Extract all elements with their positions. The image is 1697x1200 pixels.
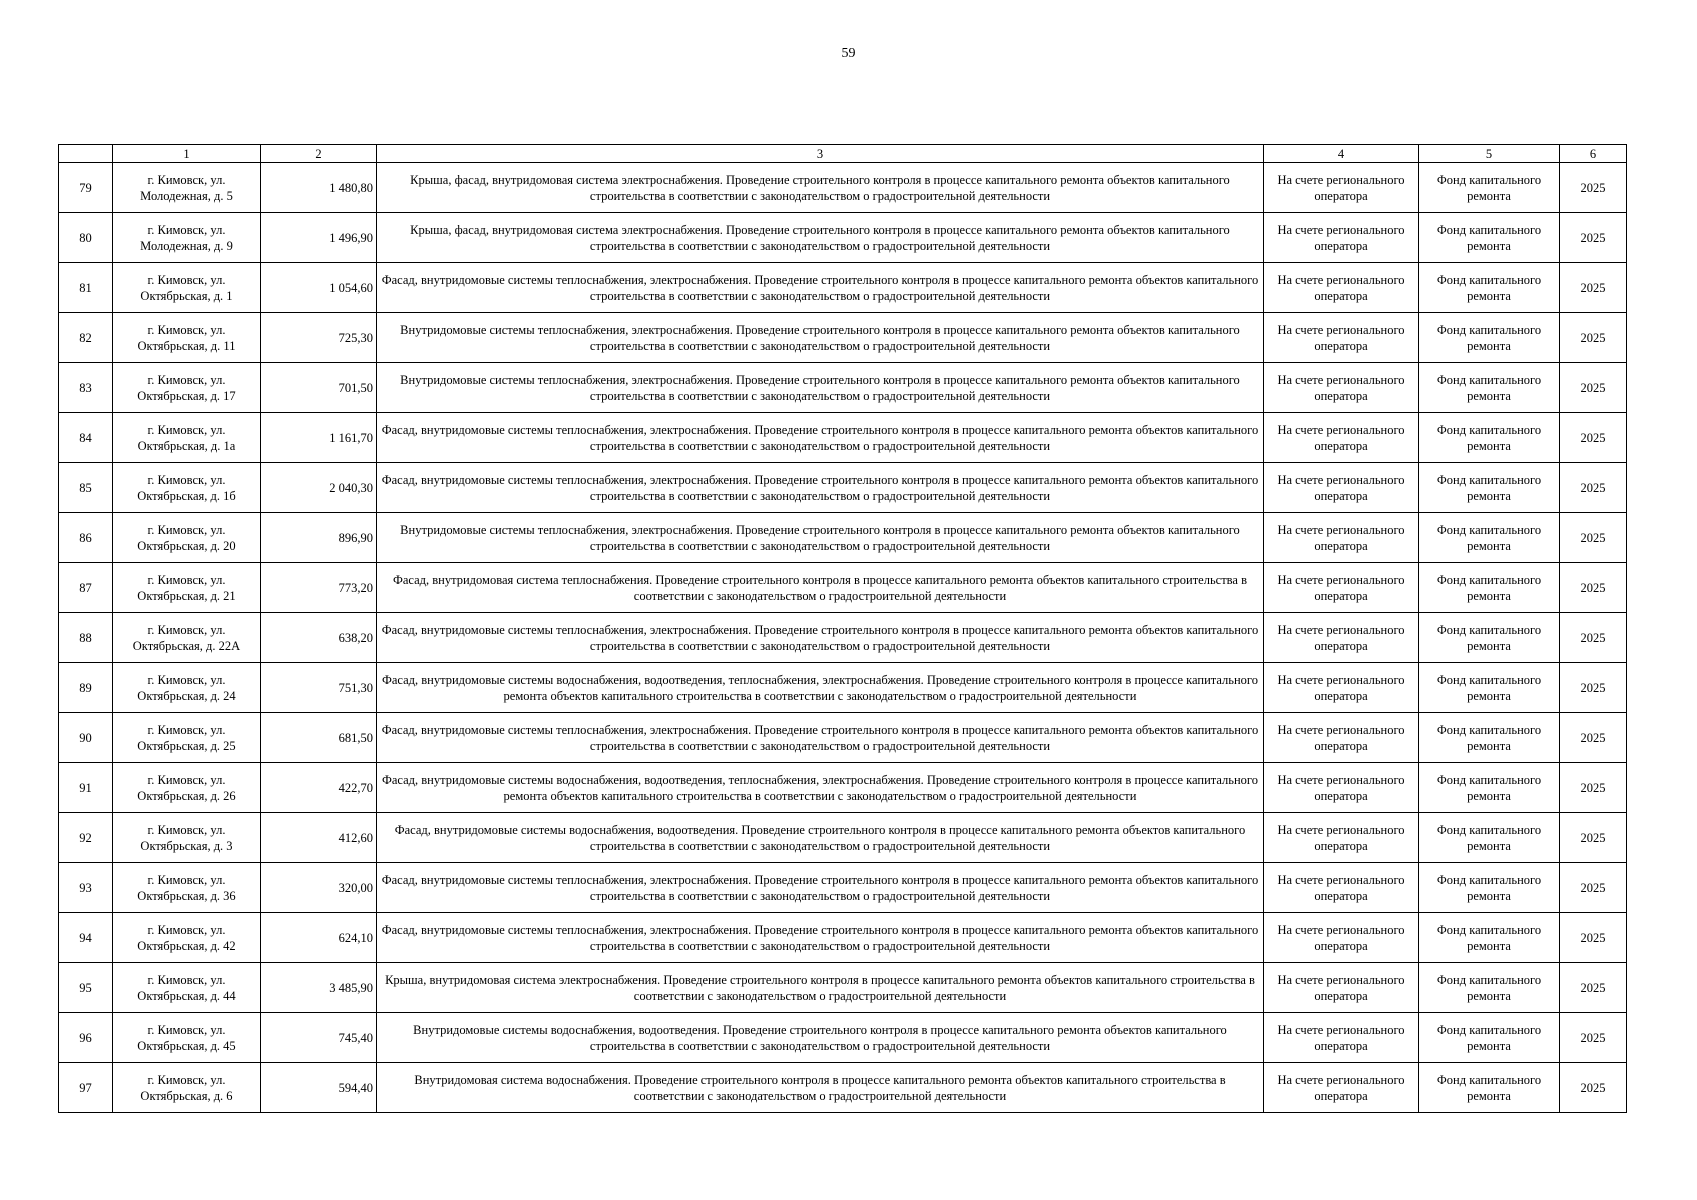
work-description-cell: Крыша, внутридомовая система электроснабжения. Проведение строительного контроля в процессе капитального ремонта объектов капитального строительства в соответствии с законодательством о градостроительной деятельности [377,963,1264,1013]
account-cell [1264,963,1419,1013]
header-cell-5: 5 [1419,145,1560,163]
account-cell [1264,313,1419,363]
table-row [59,963,1627,1013]
funding-line-2: ремонта [1467,938,1511,953]
table-row [59,213,1627,263]
year-cell: 2025 [1560,913,1627,963]
account-cell [1264,213,1419,263]
work-description-cell: Фасад, внутридомовые системы водоснабжения, водоотведения, теплоснабжения, электроснабжения. Проведение строительного контроля в процессе капитального ремонта объектов капитального строительства в соответствии с законодательством о градостроительной деятельности [377,763,1264,813]
area-cell: 2 040,30 [261,463,377,513]
funding-source-cell [1419,813,1560,863]
header-cell-3: 3 [377,145,1264,163]
address-cell [113,713,261,763]
account-line-1: На счете регионального [1277,872,1405,887]
area-cell: 773,20 [261,563,377,613]
funding-line-1: Фонд капитального [1436,472,1542,487]
row-number: 83 [59,363,113,413]
funding-source-cell [1419,863,1560,913]
funding-source-cell [1419,1063,1560,1113]
work-description-cell: Фасад, внутридомовые системы теплоснабжения, электроснабжения. Проведение строительного контроля в процессе капитального ремонта объектов капитального строительства в соответствии с законодательством о градостроительной деятельности [377,613,1264,663]
work-description-cell: Фасад, внутридомовые системы теплоснабжения, электроснабжения. Проведение строительного контроля в процессе капитального ремонта объектов капитального строительства в соответствии с законодательством о градостроительной деятельности [377,263,1264,313]
funding-line-1: Фонд капитального [1436,372,1542,387]
area-cell: 701,50 [261,363,377,413]
area-cell: 624,10 [261,913,377,963]
account-line-1: На счете регионального [1277,572,1405,587]
header-cell-empty [59,145,113,163]
account-line-1: На счете регионального [1277,822,1405,837]
address-city: г. Кимовск, ул. [147,372,226,387]
funding-line-2: ремонта [1467,738,1511,753]
account-cell [1264,663,1419,713]
year-cell: 2025 [1560,363,1627,413]
work-description-cell: Внутридомовые системы теплоснабжения, электроснабжения. Проведение строительного контроля в процессе капитального ремонта объектов капитального строительства в соответствии с законодательством о градостроительной деятельности [377,363,1264,413]
year-cell: 2025 [1560,763,1627,813]
funding-line-1: Фонд капитального [1436,222,1542,237]
address-cell [113,813,261,863]
year-cell: 2025 [1560,213,1627,263]
year-cell: 2025 [1560,1013,1627,1063]
account-cell [1264,513,1419,563]
account-line-2: оператора [1314,238,1368,253]
address-cell [113,213,261,263]
year-cell: 2025 [1560,1063,1627,1113]
account-line-2: оператора [1314,188,1368,203]
funding-source-cell [1419,263,1560,313]
address-city: г. Кимовск, ул. [147,1072,226,1087]
address-cell [113,263,261,313]
funding-line-1: Фонд капитального [1436,672,1542,687]
account-line-1: На счете регионального [1277,722,1405,737]
year-cell: 2025 [1560,163,1627,213]
address-city: г. Кимовск, ул. [147,672,226,687]
account-cell [1264,463,1419,513]
address-city: г. Кимовск, ул. [147,422,226,437]
funding-source-cell [1419,763,1560,813]
funding-line-1: Фонд капитального [1436,422,1542,437]
address-cell [113,1063,261,1113]
funding-source-cell [1419,963,1560,1013]
account-cell [1264,413,1419,463]
header-cell-4: 4 [1264,145,1419,163]
year-cell: 2025 [1560,413,1627,463]
account-cell [1264,763,1419,813]
table-row [59,1063,1627,1113]
account-line-2: оператора [1314,488,1368,503]
funding-line-2: ремонта [1467,888,1511,903]
account-line-1: На счете регионального [1277,622,1405,637]
account-line-1: На счете регионального [1277,1072,1405,1087]
account-cell [1264,563,1419,613]
row-number: 90 [59,713,113,763]
table-row [59,863,1627,913]
funding-line-1: Фонд капитального [1436,872,1542,887]
row-number: 93 [59,863,113,913]
address-street: Октябрьская, д. 21 [137,588,236,603]
account-cell [1264,913,1419,963]
address-street: Октябрьская, д. 1б [137,488,236,503]
area-cell: 896,90 [261,513,377,563]
funding-line-2: ремонта [1467,388,1511,403]
funding-source-cell [1419,1013,1560,1063]
address-city: г. Кимовск, ул. [147,972,226,987]
funding-line-2: ремонта [1467,588,1511,603]
account-line-1: На счете регионального [1277,422,1405,437]
funding-line-2: ремонта [1467,238,1511,253]
work-description-cell: Фасад, внутридомовые системы водоснабжения, водоотведения, теплоснабжения, электроснабжения. Проведение строительного контроля в процессе капитального ремонта объектов капитального строительства в соответствии с законодательством о градостроительной деятельности [377,663,1264,713]
work-description-cell: Фасад, внутридомовые системы теплоснабжения, электроснабжения. Проведение строительного контроля в процессе капитального ремонта объектов капитального строительства в соответствии с законодательством о градостроительной деятельности [377,913,1264,963]
account-line-2: оператора [1314,338,1368,353]
row-number: 89 [59,663,113,713]
year-cell: 2025 [1560,813,1627,863]
year-cell: 2025 [1560,663,1627,713]
account-line-2: оператора [1314,838,1368,853]
address-city: г. Кимовск, ул. [147,772,226,787]
funding-source-cell [1419,213,1560,263]
funding-line-2: ремонта [1467,1088,1511,1103]
account-line-1: На счете регионального [1277,1022,1405,1037]
funding-line-2: ремонта [1467,638,1511,653]
row-number: 96 [59,1013,113,1063]
address-street: Молодежная, д. 9 [140,238,233,253]
funding-line-1: Фонд капитального [1436,972,1542,987]
account-cell [1264,813,1419,863]
address-street: Октябрьская, д. 24 [137,688,236,703]
address-city: г. Кимовск, ул. [147,872,226,887]
address-cell [113,1013,261,1063]
table-row [59,763,1627,813]
funding-line-2: ремонта [1467,488,1511,503]
address-cell [113,463,261,513]
address-street: Октябрьская, д. 20 [137,538,236,553]
address-cell [113,413,261,463]
row-number: 97 [59,1063,113,1113]
account-line-2: оператора [1314,738,1368,753]
account-cell [1264,1013,1419,1063]
funding-source-cell [1419,913,1560,963]
table-row [59,413,1627,463]
address-cell [113,863,261,913]
funding-source-cell [1419,313,1560,363]
address-city: г. Кимовск, ул. [147,922,226,937]
area-cell: 3 485,90 [261,963,377,1013]
year-cell: 2025 [1560,713,1627,763]
address-city: г. Кимовск, ул. [147,622,226,637]
address-cell [113,513,261,563]
area-cell: 594,40 [261,1063,377,1113]
row-number: 82 [59,313,113,363]
address-cell [113,563,261,613]
repair-plan-table [58,144,1627,1113]
row-number: 91 [59,763,113,813]
account-line-1: На счете регионального [1277,472,1405,487]
row-number: 92 [59,813,113,863]
funding-line-1: Фонд капитального [1436,1072,1542,1087]
account-line-2: оператора [1314,588,1368,603]
work-description-cell: Внутридомовая система водоснабжения. Проведение строительного контроля в процессе капитального ремонта объектов капитального строительства в соответствии с законодательством о градостроительной деятельности [377,1063,1264,1113]
address-cell [113,163,261,213]
table-row [59,463,1627,513]
address-city: г. Кимовск, ул. [147,322,226,337]
address-street: Октябрьская, д. 1а [137,438,236,453]
header-row [59,145,1627,163]
address-street: Октябрьская, д. 22А [132,638,241,653]
address-city: г. Кимовск, ул. [147,722,226,737]
account-cell [1264,263,1419,313]
funding-line-2: ремонта [1467,688,1511,703]
funding-source-cell [1419,463,1560,513]
account-cell [1264,713,1419,763]
account-line-1: На счете регионального [1277,372,1405,387]
funding-source-cell [1419,413,1560,463]
funding-line-2: ремонта [1467,988,1511,1003]
row-number: 79 [59,163,113,213]
address-street: Октябрьская, д. 1 [140,288,233,303]
address-street: Октябрьская, д. 25 [137,738,236,753]
address-street: Молодежная, д. 5 [140,188,233,203]
account-line-2: оператора [1314,388,1368,403]
account-line-1: На счете регионального [1277,922,1405,937]
area-cell: 412,60 [261,813,377,863]
account-line-2: оператора [1314,538,1368,553]
funding-source-cell [1419,663,1560,713]
area-cell: 751,30 [261,663,377,713]
address-city: г. Кимовск, ул. [147,472,226,487]
row-number: 94 [59,913,113,963]
funding-line-2: ремонта [1467,288,1511,303]
funding-line-2: ремонта [1467,438,1511,453]
table-row [59,713,1627,763]
funding-line-2: ремонта [1467,188,1511,203]
table-row [59,813,1627,863]
funding-line-1: Фонд капитального [1436,522,1542,537]
account-line-2: оператора [1314,288,1368,303]
account-line-1: На счете регионального [1277,222,1405,237]
address-street: Октябрьская, д. 26 [137,788,236,803]
work-description-cell: Фасад, внутридомовые системы теплоснабжения, электроснабжения. Проведение строительного контроля в процессе капитального ремонта объектов капитального строительства в соответствии с законодательством о градостроительной деятельности [377,863,1264,913]
address-city: г. Кимовск, ул. [147,172,226,187]
funding-line-2: ремонта [1467,538,1511,553]
address-street: Октябрьская, д. 36 [137,888,236,903]
area-cell: 1 054,60 [261,263,377,313]
account-cell [1264,163,1419,213]
account-line-2: оператора [1314,1038,1368,1053]
funding-line-1: Фонд капитального [1436,572,1542,587]
row-number: 88 [59,613,113,663]
header-cell-2: 2 [261,145,377,163]
address-cell [113,363,261,413]
page-number: 59 [841,46,856,61]
table-row [59,563,1627,613]
work-description-cell: Фасад, внутридомовая система теплоснабжения. Проведение строительного контроля в процессе капитального ремонта объектов капитального строительства в соответствии с законодательством о градостроительной деятельности [377,563,1264,613]
address-city: г. Кимовск, ул. [147,522,226,537]
row-number: 85 [59,463,113,513]
funding-line-1: Фонд капитального [1436,722,1542,737]
address-cell [113,663,261,713]
table-body [59,163,1627,1113]
account-cell [1264,363,1419,413]
work-description-cell: Внутридомовые системы теплоснабжения, электроснабжения. Проведение строительного контроля в процессе капитального ремонта объектов капитального строительства в соответствии с законодательством о градостроительной деятельности [377,313,1264,363]
row-number: 87 [59,563,113,613]
year-cell: 2025 [1560,963,1627,1013]
address-street: Октябрьская, д. 45 [137,1038,236,1053]
table-row [59,513,1627,563]
funding-line-1: Фонд капитального [1436,772,1542,787]
work-description-cell: Внутридомовые системы водоснабжения, водоотведения. Проведение строительного контроля в процессе капитального ремонта объектов капитального строительства в соответствии с законодательством о градостроительной деятельности [377,1013,1264,1063]
table-row [59,163,1627,213]
address-cell [113,963,261,1013]
address-cell [113,613,261,663]
account-line-2: оператора [1314,638,1368,653]
funding-line-1: Фонд капитального [1436,922,1542,937]
table-row [59,663,1627,713]
row-number: 86 [59,513,113,563]
row-number: 80 [59,213,113,263]
row-number: 84 [59,413,113,463]
account-line-2: оператора [1314,438,1368,453]
funding-line-1: Фонд капитального [1436,822,1542,837]
address-cell [113,913,261,963]
account-line-2: оператора [1314,988,1368,1003]
row-number: 95 [59,963,113,1013]
funding-source-cell [1419,363,1560,413]
funding-line-1: Фонд капитального [1436,622,1542,637]
funding-line-1: Фонд капитального [1436,322,1542,337]
year-cell: 2025 [1560,613,1627,663]
account-line-2: оператора [1314,938,1368,953]
address-city: г. Кимовск, ул. [147,572,226,587]
table-row [59,363,1627,413]
address-city: г. Кимовск, ул. [147,222,226,237]
area-cell: 1 161,70 [261,413,377,463]
funding-line-2: ремонта [1467,788,1511,803]
address-city: г. Кимовск, ул. [147,272,226,287]
address-street: Октябрьская, д. 44 [137,988,236,1003]
year-cell: 2025 [1560,863,1627,913]
header-cell-6: 6 [1560,145,1627,163]
account-line-1: На счете регионального [1277,772,1405,787]
account-cell [1264,863,1419,913]
address-city: г. Кимовск, ул. [147,822,226,837]
funding-source-cell [1419,163,1560,213]
account-line-1: На счете регионального [1277,322,1405,337]
area-cell: 1 480,80 [261,163,377,213]
funding-source-cell [1419,613,1560,663]
year-cell: 2025 [1560,313,1627,363]
address-street: Октябрьская, д. 3 [140,838,233,853]
year-cell: 2025 [1560,463,1627,513]
address-city: г. Кимовск, ул. [147,1022,226,1037]
account-line-1: На счете регионального [1277,972,1405,987]
table-row [59,913,1627,963]
account-line-2: оператора [1314,888,1368,903]
account-line-2: оператора [1314,688,1368,703]
funding-source-cell [1419,513,1560,563]
account-cell [1264,613,1419,663]
area-cell: 725,30 [261,313,377,363]
account-cell [1264,1063,1419,1113]
account-line-2: оператора [1314,1088,1368,1103]
area-cell: 422,70 [261,763,377,813]
funding-source-cell [1419,563,1560,613]
funding-line-2: ремонта [1467,1038,1511,1053]
area-cell: 638,20 [261,613,377,663]
area-cell: 745,40 [261,1013,377,1063]
year-cell: 2025 [1560,563,1627,613]
account-line-1: На счете регионального [1277,172,1405,187]
header-cell-1: 1 [113,145,261,163]
address-street: Октябрьская, д. 17 [137,388,236,403]
year-cell: 2025 [1560,263,1627,313]
area-cell: 681,50 [261,713,377,763]
table-row [59,613,1627,663]
year-cell: 2025 [1560,513,1627,563]
funding-line-1: Фонд капитального [1436,272,1542,287]
account-line-2: оператора [1314,788,1368,803]
table-row [59,263,1627,313]
work-description-cell: Фасад, внутридомовые системы теплоснабжения, электроснабжения. Проведение строительного контроля в процессе капитального ремонта объектов капитального строительства в соответствии с законодательством о градостроительной деятельности [377,713,1264,763]
table-row [59,313,1627,363]
work-description-cell: Крыша, фасад, внутридомовая система электроснабжения. Проведение строительного контроля в процессе капитального ремонта объектов капитального строительства в соответствии с законодательством о градостроительной деятельности [377,163,1264,213]
funding-line-1: Фонд капитального [1436,172,1542,187]
work-description-cell: Внутридомовые системы теплоснабжения, электроснабжения. Проведение строительного контроля в процессе капитального ремонта объектов капитального строительства в соответствии с законодательством о градостроительной деятельности [377,513,1264,563]
work-description-cell: Фасад, внутридомовые системы теплоснабжения, электроснабжения. Проведение строительного контроля в процессе капитального ремонта объектов капитального строительства в соответствии с законодательством о градостроительной деятельности [377,463,1264,513]
area-cell: 1 496,90 [261,213,377,263]
address-street: Октябрьская, д. 6 [140,1088,233,1103]
work-description-cell: Фасад, внутридомовые системы теплоснабжения, электроснабжения. Проведение строительного контроля в процессе капитального ремонта объектов капитального строительства в соответствии с законодательством о градостроительной деятельности [377,413,1264,463]
address-cell [113,763,261,813]
account-line-1: На счете регионального [1277,522,1405,537]
account-line-1: На счете регионального [1277,272,1405,287]
address-street: Октябрьская, д. 11 [137,338,236,353]
address-cell [113,313,261,363]
funding-line-1: Фонд капитального [1436,1022,1542,1037]
funding-source-cell [1419,713,1560,763]
table-row [59,1013,1627,1063]
area-cell: 320,00 [261,863,377,913]
address-street: Октябрьская, д. 42 [137,938,236,953]
funding-line-2: ремонта [1467,338,1511,353]
work-description-cell: Фасад, внутридомовые системы водоснабжения, водоотведения. Проведение строительного контроля в процессе капитального ремонта объектов капитального строительства в соответствии с законодательством о градостроительной деятельности [377,813,1264,863]
account-line-1: На счете регионального [1277,672,1405,687]
work-description-cell: Крыша, фасад, внутридомовая система электроснабжения. Проведение строительного контроля в процессе капитального ремонта объектов капитального строительства в соответствии с законодательством о градостроительной деятельности [377,213,1264,263]
row-number: 81 [59,263,113,313]
funding-line-2: ремонта [1467,838,1511,853]
